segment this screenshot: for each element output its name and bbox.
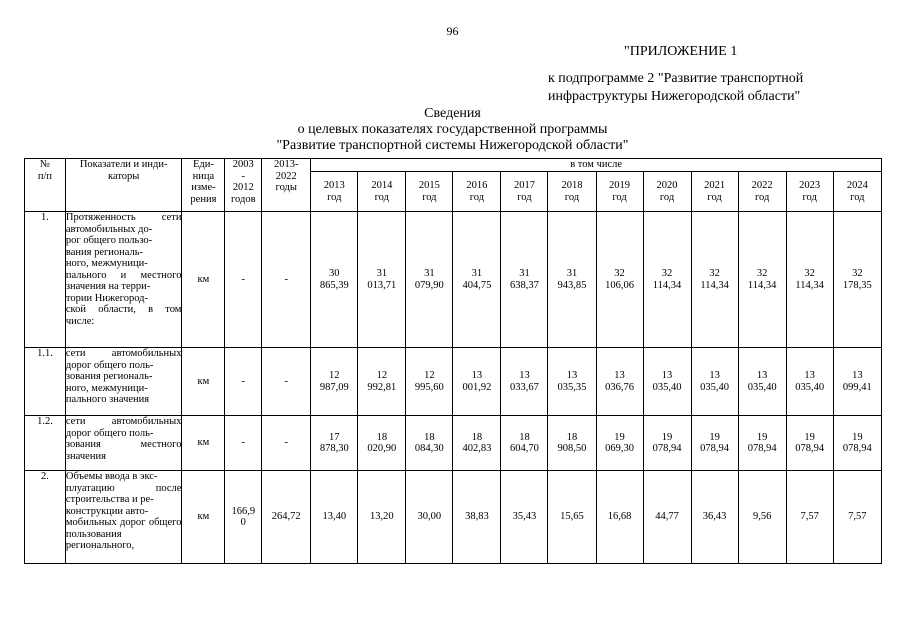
row-year-value: 7,57	[786, 471, 833, 564]
row-year-value: 18 020,90	[358, 416, 406, 471]
row-unit: км	[182, 416, 225, 471]
row-period-2013-2022: -	[262, 416, 311, 471]
row-number: 1.1.	[25, 348, 66, 416]
table-row	[25, 416, 882, 471]
row-period-2013-2022: -	[262, 348, 311, 416]
header-year: 2022 год	[738, 172, 786, 212]
row-unit: км	[182, 348, 225, 416]
header-unit: Еди- ница изме- рения	[182, 159, 225, 212]
row-year-value: 13 035,40	[691, 348, 738, 416]
row-year-value: 13,20	[358, 471, 406, 564]
row-year-value: 19 078,94	[738, 416, 786, 471]
header-period-2013-2022: 2013- 2022 годы	[262, 159, 311, 212]
row-year-value: 32 114,34	[643, 212, 691, 348]
row-number: 1.2.	[25, 416, 66, 471]
row-year-value: 30,00	[406, 471, 453, 564]
row-year-value: 35,43	[501, 471, 548, 564]
row-year-value: 12 995,60	[406, 348, 453, 416]
row-year-value: 17 878,30	[311, 416, 358, 471]
row-number: 1.	[25, 212, 66, 348]
header-indicator: Показатели и инди- каторы	[65, 159, 182, 212]
row-year-value: 31 943,85	[548, 212, 596, 348]
header-year: 2021 год	[691, 172, 738, 212]
row-year-value: 32 114,34	[738, 212, 786, 348]
heading-line: Сведения	[424, 106, 481, 121]
row-unit: км	[182, 471, 225, 564]
row-year-value: 7,57	[833, 471, 881, 564]
indicators-table	[24, 158, 882, 564]
row-year-value: 31 013,71	[358, 212, 406, 348]
row-period-2003-2012: -	[225, 348, 262, 416]
row-year-value: 12 987,09	[311, 348, 358, 416]
row-year-value: 9,56	[738, 471, 786, 564]
row-year-value: 13 001,92	[453, 348, 501, 416]
header-year: 2017 год	[501, 172, 548, 212]
table-row	[25, 212, 882, 348]
row-year-value: 36,43	[691, 471, 738, 564]
row-year-value: 19 078,94	[643, 416, 691, 471]
header-year: 2015 год	[406, 172, 453, 212]
row-year-value: 19 078,94	[691, 416, 738, 471]
row-number: 2.	[25, 471, 66, 564]
row-year-value: 19 069,30	[596, 416, 643, 471]
row-year-value: 31 638,37	[501, 212, 548, 348]
row-year-value: 13 035,40	[738, 348, 786, 416]
row-year-value: 32 178,35	[833, 212, 881, 348]
header-year: 2018 год	[548, 172, 596, 212]
row-year-value: 31 079,90	[406, 212, 453, 348]
row-year-value: 19 078,94	[833, 416, 881, 471]
row-year-value: 15,65	[548, 471, 596, 564]
page-number: 96	[446, 24, 459, 38]
table-row	[25, 471, 882, 564]
header-year: 2013 год	[311, 172, 358, 212]
row-indicator: сети автомобильных дорог общего поль- зования местного значения	[65, 416, 182, 471]
header-year: 2019 год	[596, 172, 643, 212]
row-year-value: 32 106,06	[596, 212, 643, 348]
document-heading	[0, 106, 905, 154]
row-year-value: 13 036,76	[596, 348, 643, 416]
row-year-value: 13 033,67	[501, 348, 548, 416]
header-year: 2014 год	[358, 172, 406, 212]
subprogram-line: к подпрограмме 2 "Развитие транспортной	[548, 71, 804, 86]
row-year-value: 13,40	[311, 471, 358, 564]
row-period-2003-2012: -	[225, 212, 262, 348]
table-row	[25, 348, 882, 416]
row-year-value: 30 865,39	[311, 212, 358, 348]
row-year-value: 16,68	[596, 471, 643, 564]
row-year-value: 13 099,41	[833, 348, 881, 416]
row-year-value: 18 084,30	[406, 416, 453, 471]
row-indicator: Объемы ввода в экс- плуатацию после строительства и ре- конструкции авто- мобильных дорог общего пользования регионального,	[65, 471, 182, 564]
row-year-value: 13 035,40	[786, 348, 833, 416]
heading-line: о целевых показателях государственной программы	[297, 122, 608, 137]
heading-line: "Развитие транспортной системы Нижегородской области"	[276, 138, 629, 153]
row-year-value: 32 114,34	[691, 212, 738, 348]
row-year-value: 18 402,83	[453, 416, 501, 471]
appendix-title: "ПРИЛОЖЕНИЕ 1	[624, 44, 738, 59]
row-year-value: 13 035,40	[643, 348, 691, 416]
row-period-2003-2012: 166,9 0	[225, 471, 262, 564]
header-year: 2016 год	[453, 172, 501, 212]
row-indicator: сети автомобильных дорог общего поль- зования региональ- ного, межмуници- пального значения	[65, 348, 182, 416]
row-unit: км	[182, 212, 225, 348]
header-including: в том числе	[311, 159, 882, 172]
row-period-2013-2022: -	[262, 212, 311, 348]
header-num: № п/п	[25, 159, 66, 212]
header-period-2003-2012: 2003 - 2012 годов	[225, 159, 262, 212]
row-year-value: 32 114,34	[786, 212, 833, 348]
subprogram-line: инфраструктуры Нижегородской области"	[548, 89, 801, 104]
row-year-value: 12 992,81	[358, 348, 406, 416]
row-period-2013-2022: 264,72	[262, 471, 311, 564]
subprogram-reference	[548, 70, 803, 106]
row-indicator: Протяженность сети автомобильных до- рог общего пользо- вания региональ- ного, межмуници- пального и местного значения на терри- тории Нижегород- ской области, в том числе:	[65, 212, 182, 348]
header-year: 2020 год	[643, 172, 691, 212]
row-year-value: 18 908,50	[548, 416, 596, 471]
row-year-value: 13 035,35	[548, 348, 596, 416]
header-year: 2023 год	[786, 172, 833, 212]
row-year-value: 44,77	[643, 471, 691, 564]
header-year: 2024 год	[833, 172, 881, 212]
row-year-value: 31 404,75	[453, 212, 501, 348]
row-year-value: 18 604,70	[501, 416, 548, 471]
row-year-value: 19 078,94	[786, 416, 833, 471]
row-year-value: 38,83	[453, 471, 501, 564]
row-period-2003-2012: -	[225, 416, 262, 471]
